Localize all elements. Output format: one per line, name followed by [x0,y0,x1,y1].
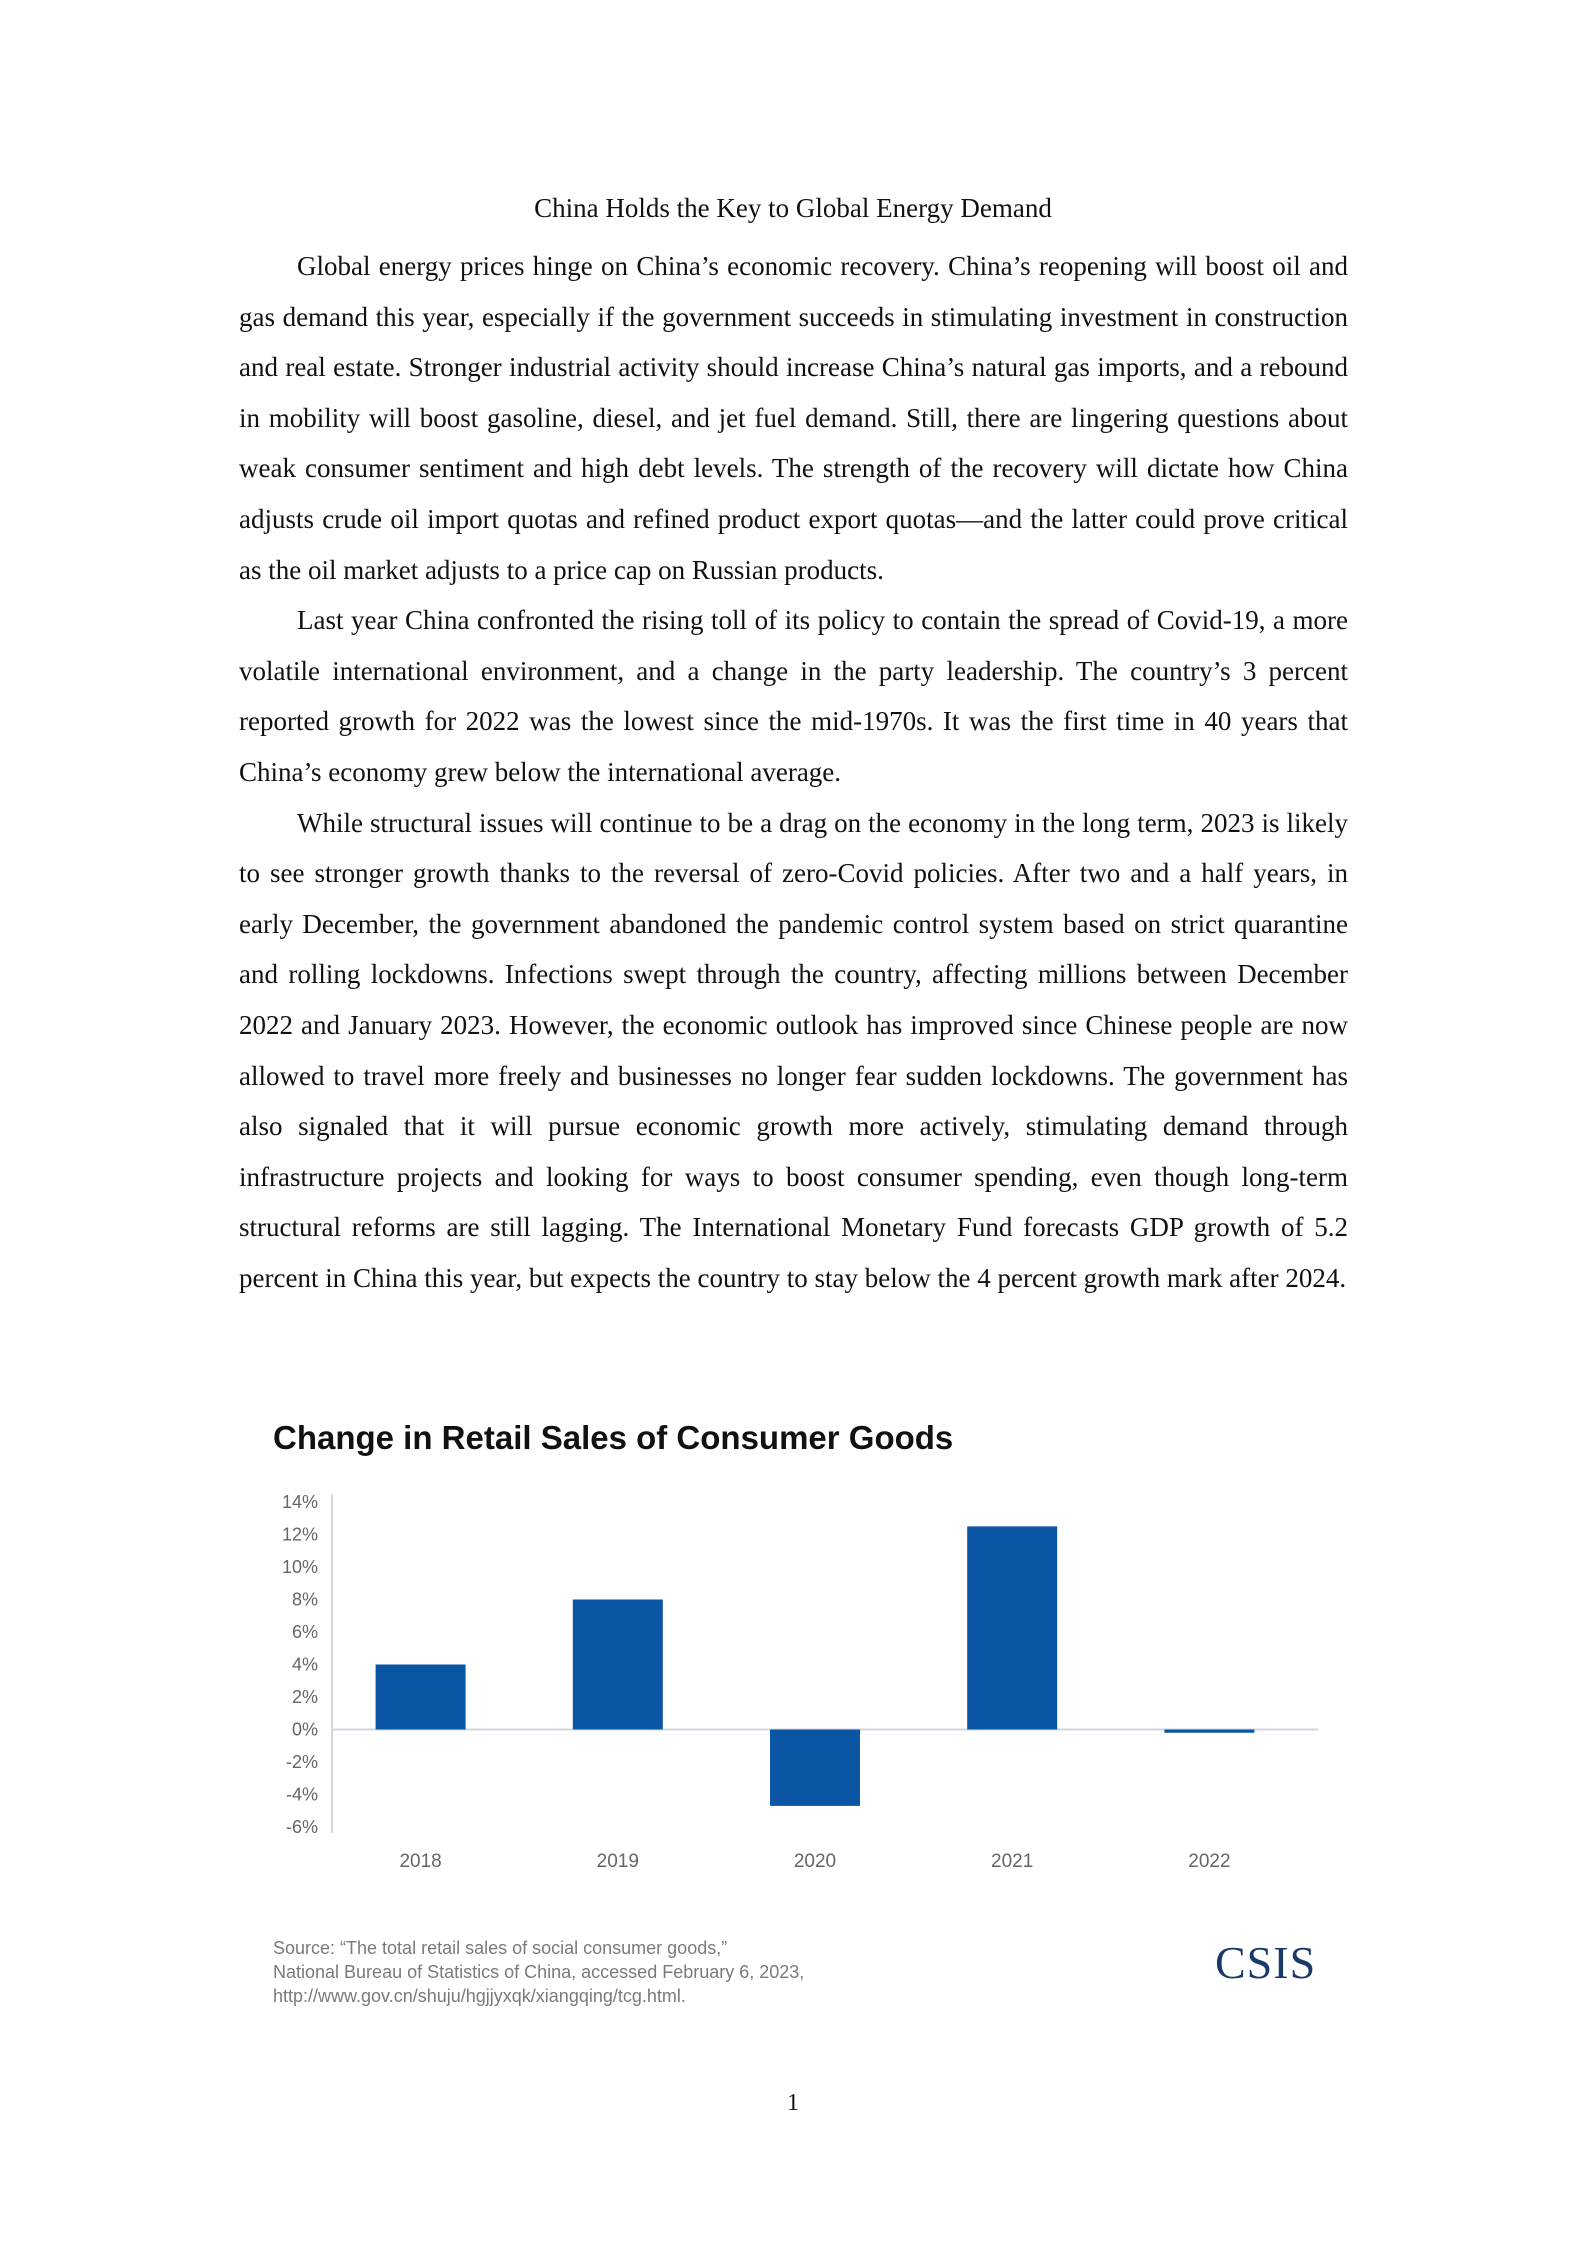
source-line-1: Source: “The total retail sales of social consumer goods,” [273,1938,728,1958]
chart-title: Change in Retail Sales of Consumer Goods [273,1419,954,1456]
article-body [239,241,1348,1303]
paragraph-2: Last year China confronted the rising toll of its policy to contain the spread of Covid-19, a more volatile international environment, and a change in the party leadership. The country’s 3 percent reported growth for 2022 was the lowest since the mid-1970s. It was the first time in 40 years that China’s economy grew below the international average. [239,605,1348,787]
paragraph-1: Global energy prices hinge on China’s economic recovery. China’s reopening will boost oil and gas demand this year, especially if the government succeeds in stimulating investment in construction and real estate. Stronger industrial activity should increase China’s natural gas imports, and a rebound in mobility will boost gasoline, diesel, and jet fuel demand. Still, there are lingering questions about weak consumer sentiment and high debt levels. The strength of the recovery will dictate how China adjusts crude oil import quotas and refined product export quotas—and the latter could prove critical as the oil market adjusts to a price cap on Russian products. [239,251,1348,585]
y-tick-label: -4% [285,1784,318,1805]
y-tick-label: 0% [291,1719,318,1740]
csis-logo: CSIS [1215,1937,1317,1988]
y-tick-label: 8% [291,1589,318,1610]
y-tick-label: 12% [281,1524,318,1545]
x-tick-label: 2021 [991,1851,1034,1872]
x-tick-label: 2020 [793,1851,837,1872]
bar-2018 [376,1665,466,1730]
x-tick-label: 2019 [596,1851,639,1872]
page-number: 1 [787,2090,799,2116]
source-line-3: http://www.gov.cn/shuju/hgjjyxqk/xiangqing/tcg.html. [273,1986,686,2006]
y-tick-label: -6% [285,1817,318,1837]
chart-source-note [273,1936,973,2008]
y-tick-label: 2% [291,1687,318,1707]
y-tick-label: 6% [291,1622,318,1642]
bar-2020 [770,1730,860,1806]
source-line-2: National Bureau of Statistics of China, accessed February 6, 2023, [273,1962,805,1982]
y-tick-label: 4% [291,1654,318,1675]
document-title: China Holds the Key to Global Energy Demand [534,193,1052,223]
y-tick-label: 14% [281,1492,318,1512]
paragraph-3: While structural issues will continue to be a drag on the economy in the long term, 2023 is likely to see stronger growth thanks to the reversal of zero-Covid policies. After two and a half years, in early December, the government abandoned the pandemic control system based on strict quarantine and rolling lockdowns. Infections swept through the country, affecting millions between December 2022 and January 2023. However, the economic outlook has improved since Chinese people are now allowed to travel more freely and businesses no longer fear sudden lockdowns. The government has also signaled that it will pursue economic growth more actively, stimulating demand through infrastructure projects and looking for ways to boost consumer spending, even though long-term structural reforms are still lagging. The International Monetary Fund forecasts GDP growth of 5.2 percent in China this year, but expects the country to stay below the 4 percent growth mark after 2024. [239,807,1348,1293]
retail-sales-bar-chart [230,1480,1340,1880]
bar-2021 [967,1526,1057,1729]
y-tick-label: -2% [285,1752,318,1772]
x-tick-label: 2018 [399,1851,442,1872]
bar-2019 [573,1600,663,1730]
y-tick-label: 10% [281,1557,318,1577]
bar-2022 [1164,1730,1254,1733]
x-tick-label: 2022 [1188,1851,1231,1872]
